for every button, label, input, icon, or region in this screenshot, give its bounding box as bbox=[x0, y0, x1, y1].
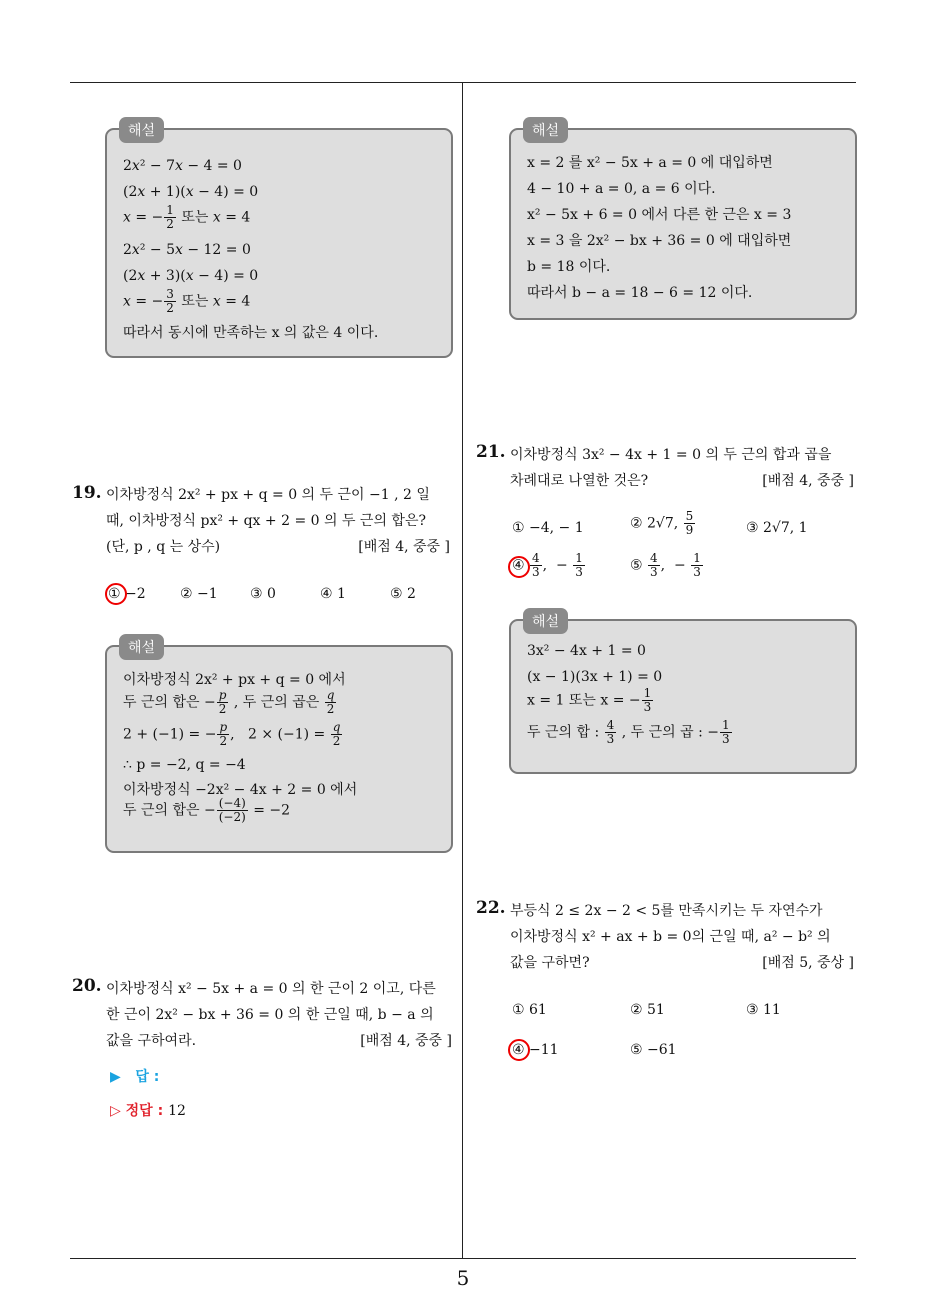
q22-option-4[interactable]: ④ −11 bbox=[512, 1042, 559, 1058]
correct-answer-row bbox=[110, 1100, 186, 1120]
q22-line-1: 부등식 2 ≤ 2x − 2 < 5를 만족시키는 두 자연수가 bbox=[510, 903, 823, 919]
column-divider bbox=[462, 82, 463, 1258]
q19-number: 19. bbox=[72, 483, 102, 503]
q21-option-3[interactable]: ③ 2√7, 1 bbox=[746, 520, 808, 536]
solution-label: 해설 bbox=[523, 608, 568, 634]
page-number: 5 bbox=[456, 1266, 470, 1290]
answer-row bbox=[110, 1066, 159, 1086]
q20-line-1: 이차방정식 x² − 5x + a = 0 의 한 근이 2 이고, 다른 bbox=[106, 981, 436, 997]
q19-line-2: 때, 이차방정식 px² + qx + 2 = 0 의 두 근의 합은? bbox=[106, 513, 426, 529]
box3-line-4: ∴ p = −2, q = −4 bbox=[123, 757, 246, 773]
q21-line-2: 차례대로 나열한 것은? bbox=[510, 473, 649, 489]
q21-line-1: 이차방정식 3x² − 4x + 1 = 0 의 두 근의 합과 곱을 bbox=[510, 447, 832, 463]
q20-line-3: 값을 구하여라. bbox=[106, 1033, 197, 1049]
q21-option-4[interactable]: ④ $\frac{4}{3}$ , − $\frac{1}{3}$ bbox=[512, 551, 583, 579]
solution-box-4 bbox=[509, 614, 857, 774]
q22-option-3[interactable]: ③ 11 bbox=[746, 1002, 781, 1018]
q21-option-5[interactable]: ⑤ $\frac{4}{3}$ , − $\frac{1}{3}$ bbox=[630, 551, 701, 579]
box2-line-4: x = 3 을 2x² − bx + 36 = 0 에 대입하면 bbox=[527, 233, 792, 249]
q21-number: 21. bbox=[476, 442, 506, 462]
box3-line-2: 두 근의 합은 − $\frac{p}{2}$ , 두 근의 곱은 $\frac{q}{2}$ bbox=[123, 688, 335, 716]
box2-line-5: b = 18 이다. bbox=[527, 259, 611, 275]
box2-line-2: 4 − 10 + a = 0, a = 6 이다. bbox=[527, 181, 716, 197]
q19-option-4[interactable]: ④ 1 bbox=[320, 586, 346, 602]
q21-option-2[interactable]: ② 2√7, $\frac{5}{9}$ bbox=[630, 509, 694, 537]
q22-number: 22. bbox=[476, 898, 506, 918]
q22-meta: [배점 5, 중상 ] bbox=[762, 955, 854, 971]
box1-line-1: 2x² − 7x − 4 = 0 bbox=[123, 158, 242, 174]
box2-line-1: x = 2 를 x² − 5x + a = 0 에 대입하면 bbox=[527, 155, 773, 171]
q19-line-3: (단, p , q 는 상수) bbox=[106, 539, 221, 555]
q19-option-5[interactable]: ⑤ 2 bbox=[390, 586, 416, 602]
box4-line-3: x = 1 또는 x = − $\frac{1}{3}$ bbox=[527, 686, 652, 714]
play-icon: ▶ bbox=[110, 1069, 121, 1085]
box1-line-2: (2x + 1)(x − 4) = 0 bbox=[123, 184, 259, 200]
answer-label: 답 : bbox=[135, 1069, 160, 1085]
play-outline-icon: ▷ bbox=[110, 1103, 121, 1119]
correct-label: 정답 : bbox=[125, 1103, 164, 1119]
solution-box-3 bbox=[105, 640, 453, 853]
correct-value: 12 bbox=[168, 1103, 186, 1119]
box3-line-6: 두 근의 합은 − $\frac{(-4)}{(-2)}$ = −2 bbox=[123, 796, 291, 824]
q22-option-1[interactable]: ① 61 bbox=[512, 1002, 547, 1018]
solution-box-1 bbox=[105, 123, 453, 358]
q20-line-2: 한 근이 2x² − bx + 36 = 0 의 한 근일 때, b − a 의 bbox=[106, 1007, 434, 1023]
bottom-rule bbox=[70, 1258, 856, 1259]
box4-line-4: 두 근의 합 : $\frac{4}{3}$ , 두 근의 곱 : − $\frac{1}{3}$ bbox=[527, 718, 730, 746]
solution-box-2 bbox=[509, 123, 857, 320]
solution-label: 해설 bbox=[119, 117, 164, 143]
q19-line-1: 이차방정식 2x² + px + q = 0 의 두 근이 −1 , 2 일 bbox=[106, 487, 430, 503]
box1-line-5: (2x + 3)(x − 4) = 0 bbox=[123, 268, 259, 284]
top-rule bbox=[70, 82, 856, 83]
q19-meta: [배점 4, 중중 ] bbox=[358, 539, 450, 555]
q19-option-3[interactable]: ③ 0 bbox=[250, 586, 276, 602]
q19-option-2[interactable]: ② −1 bbox=[180, 586, 218, 602]
q21-option-1[interactable]: ① −4, − 1 bbox=[512, 520, 584, 536]
box4-line-1: 3x² − 4x + 1 = 0 bbox=[527, 643, 646, 659]
box3-line-1: 이차방정식 2x² + px + q = 0 에서 bbox=[123, 672, 346, 688]
box2-line-6: 따라서 b − a = 18 − 6 = 12 이다. bbox=[527, 285, 753, 301]
q20-meta: [배점 4, 중중 ] bbox=[360, 1033, 452, 1049]
q22-line-2: 이차방정식 x² + ax + b = 0의 근일 때, a² − b² 의 bbox=[510, 929, 831, 945]
q19-answer-mark bbox=[105, 583, 127, 605]
q20-number: 20. bbox=[72, 976, 102, 996]
box2-line-3: x² − 5x + 6 = 0 에서 다른 한 근은 x = 3 bbox=[527, 207, 792, 223]
q19-option-1[interactable]: ① −2 bbox=[108, 586, 146, 602]
box4-line-2: (x − 1)(3x + 1) = 0 bbox=[527, 669, 663, 685]
q22-option-5[interactable]: ⑤ −61 bbox=[630, 1042, 677, 1058]
q22-line-3: 값을 구하면? bbox=[510, 955, 590, 971]
box1-line-4: 2x² − 5x − 12 = 0 bbox=[123, 242, 251, 258]
q22-answer-mark bbox=[508, 1039, 530, 1061]
box1-line-3: x = − $\frac{1}{2}$ 또는 x = 4 bbox=[123, 203, 251, 231]
solution-label: 해설 bbox=[523, 117, 568, 143]
box1-line-7: 따라서 동시에 만족하는 x 의 값은 4 이다. bbox=[123, 325, 379, 341]
box3-line-5: 이차방정식 −2x² − 4x + 2 = 0 에서 bbox=[123, 782, 358, 798]
solution-label: 해설 bbox=[119, 634, 164, 660]
q21-answer-mark bbox=[508, 556, 530, 578]
box1-line-6: x = − $\frac{3}{2}$ 또는 x = 4 bbox=[123, 287, 251, 315]
box3-line-3: 2 + (−1) = − $\frac{p}{2}$ , 2 × (−1) = $\frac{q}{2}$ bbox=[123, 720, 341, 748]
q22-option-2[interactable]: ② 51 bbox=[630, 1002, 665, 1018]
q21-meta: [배점 4, 중중 ] bbox=[762, 473, 854, 489]
